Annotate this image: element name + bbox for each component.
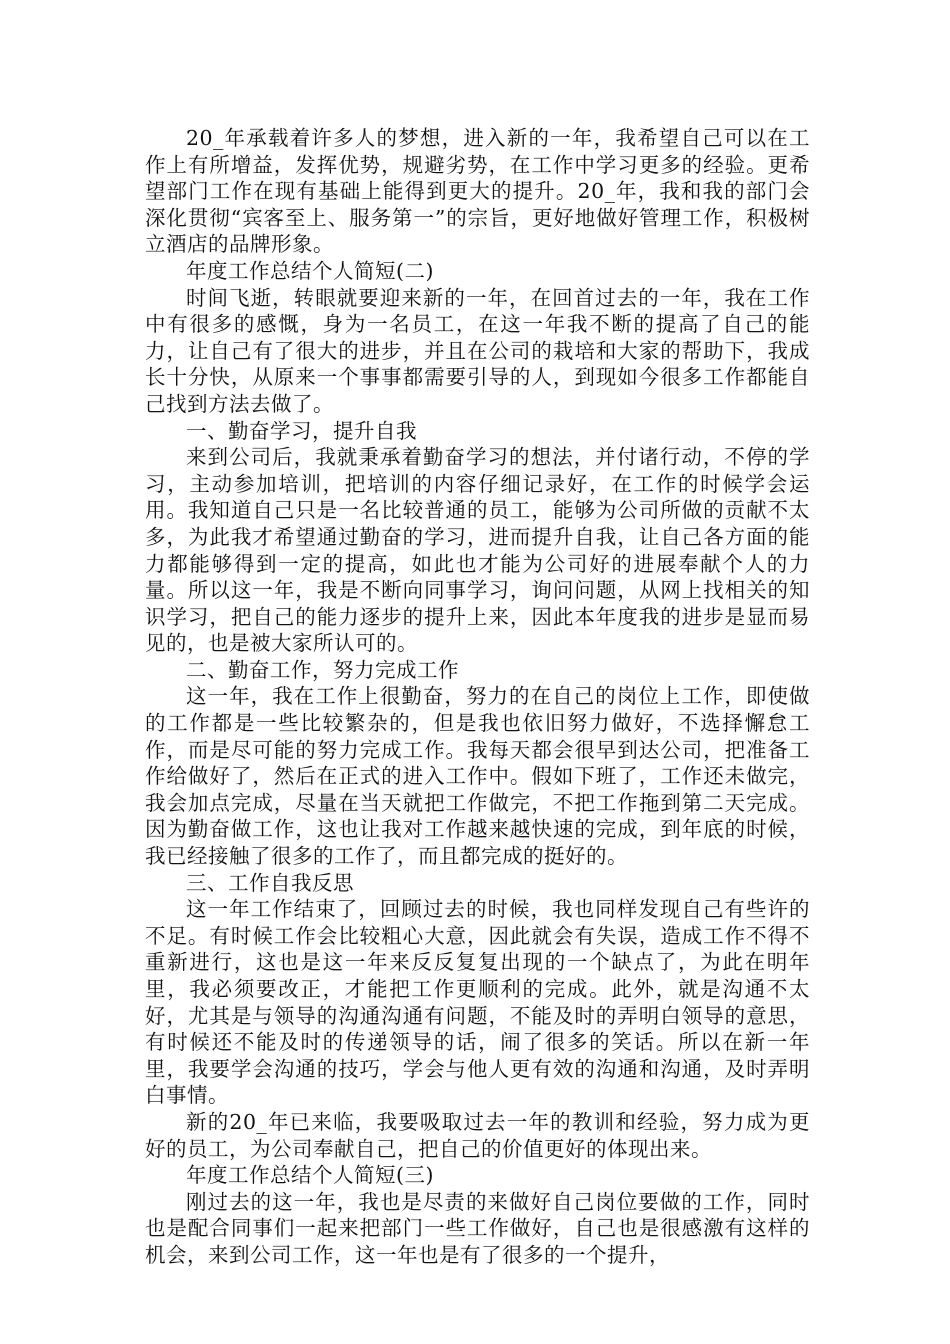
section-heading-part-two: 年度工作总结个人简短(二) <box>186 258 434 283</box>
paragraph-intro: 20_年承载着许多人的梦想，进入新的一年，我希望自己可以在工作上有所增益，发挥优势，规避劣势，在工作中学习更多的经验。更希望部门工作在现有基础上能得到更大的提升。20_年，我和我的部门会深化贯彻“宾客至上、服务第一”的宗旨，更好地做好管理工作，积极树立酒店的品牌形象。 <box>145 126 810 257</box>
paragraph-study: 来到公司后，我就秉承着勤奋学习的想法，并付诸行动，不停的学习，主动参加培训，把培训的内容仔细记录好，在工作的时候学会运用。我知道自己只是一名比较普通的员工，能够为公司所做的贡献不太多，为此我才希望通过勤奋的学习，进而提升自我，让自己各方面的能力都能够得到一定的提高，如此也才能为公司好的进展奉献个人的力量。所以这一年，我是不断向同事学习，询问问题，从网上找相关的知识学习，把自己的能力逐步的提升上来，因此本年度我的进步是显而易见的，也是被大家所认可的。 <box>145 445 810 656</box>
paragraph-part-two-opening: 时间飞逝，转眼就要迎来新的一年，在回首过去的一年，我在工作中有很多的感慨，身为一名员工，在这一年我不断的提高了自己的能力，让自己有了很大的进步，并且在公司的栽培和大家的帮助下，我成长十分快，从原来一个事事都需要引导的人，到现如今很多工作都能自己找到方法去做了。 <box>145 285 810 416</box>
paragraph-part-three-opening: 刚过去的这一年，我也是尽责的来做好自己岗位要做的工作，同时也是配合同事们一起来把部门一些工作做好，自己也是很感激有这样的机会，来到公司工作，这一年也是有了很多的一个提升， <box>145 1189 810 1267</box>
subheading-reflection: 三、工作自我反思 <box>186 870 354 895</box>
paragraph-new-year: 新的20_年已来临，我要吸取过去一年的教训和经验，努力成为更好的员工，为公司奉献自己，把自己的价值更好的体现出来。 <box>145 1109 810 1161</box>
document-body <box>145 125 810 1269</box>
subheading-work: 二、勤奋工作，努力完成工作 <box>186 657 459 682</box>
paragraph-reflection: 这一年工作结束了，回顾过去的时候，我也同样发现自己有些许的不足。有时候工作会比较粗心大意，因此就会有失误，造成工作不得不重新进行，这也是这一年来反反复复出现的一个缺点了，为此在明年里，我必须要改正，才能把工作更顺利的完成。此外，就是沟通不太好，尤其是与领导的沟通沟通有问题，不能及时的弄明白领导的意思，有时候还不能及时的传递领导的话，闹了很多的笑话。所以在新一年里，我要学会沟通的技巧，学会与他人更有效的沟通和沟通，及时弄明白事情。 <box>145 897 810 1108</box>
section-heading-part-three: 年度工作总结个人简短(三) <box>186 1163 434 1188</box>
paragraph-work: 这一年，我在工作上很勤奋，努力的在自己的岗位上工作，即使做的工作都是一些比较繁杂的，但是我也依旧努力做好，不选择懈怠工作，而是尽可能的努力完成工作。我每天都会很早到达公司，把准备工作给做好了，然后在正式的进入工作中。假如下班了，工作还未做完，我会加点完成，尽量在当天就把工作做完，不把工作拖到第二天完成。因为勤奋做工作，这也让我对工作越来越快速的完成，到年底的时候，我已经接触了很多的工作了，而且都完成的挺好的。 <box>145 684 810 869</box>
subheading-study: 一、勤奋学习，提升自我 <box>186 418 417 443</box>
